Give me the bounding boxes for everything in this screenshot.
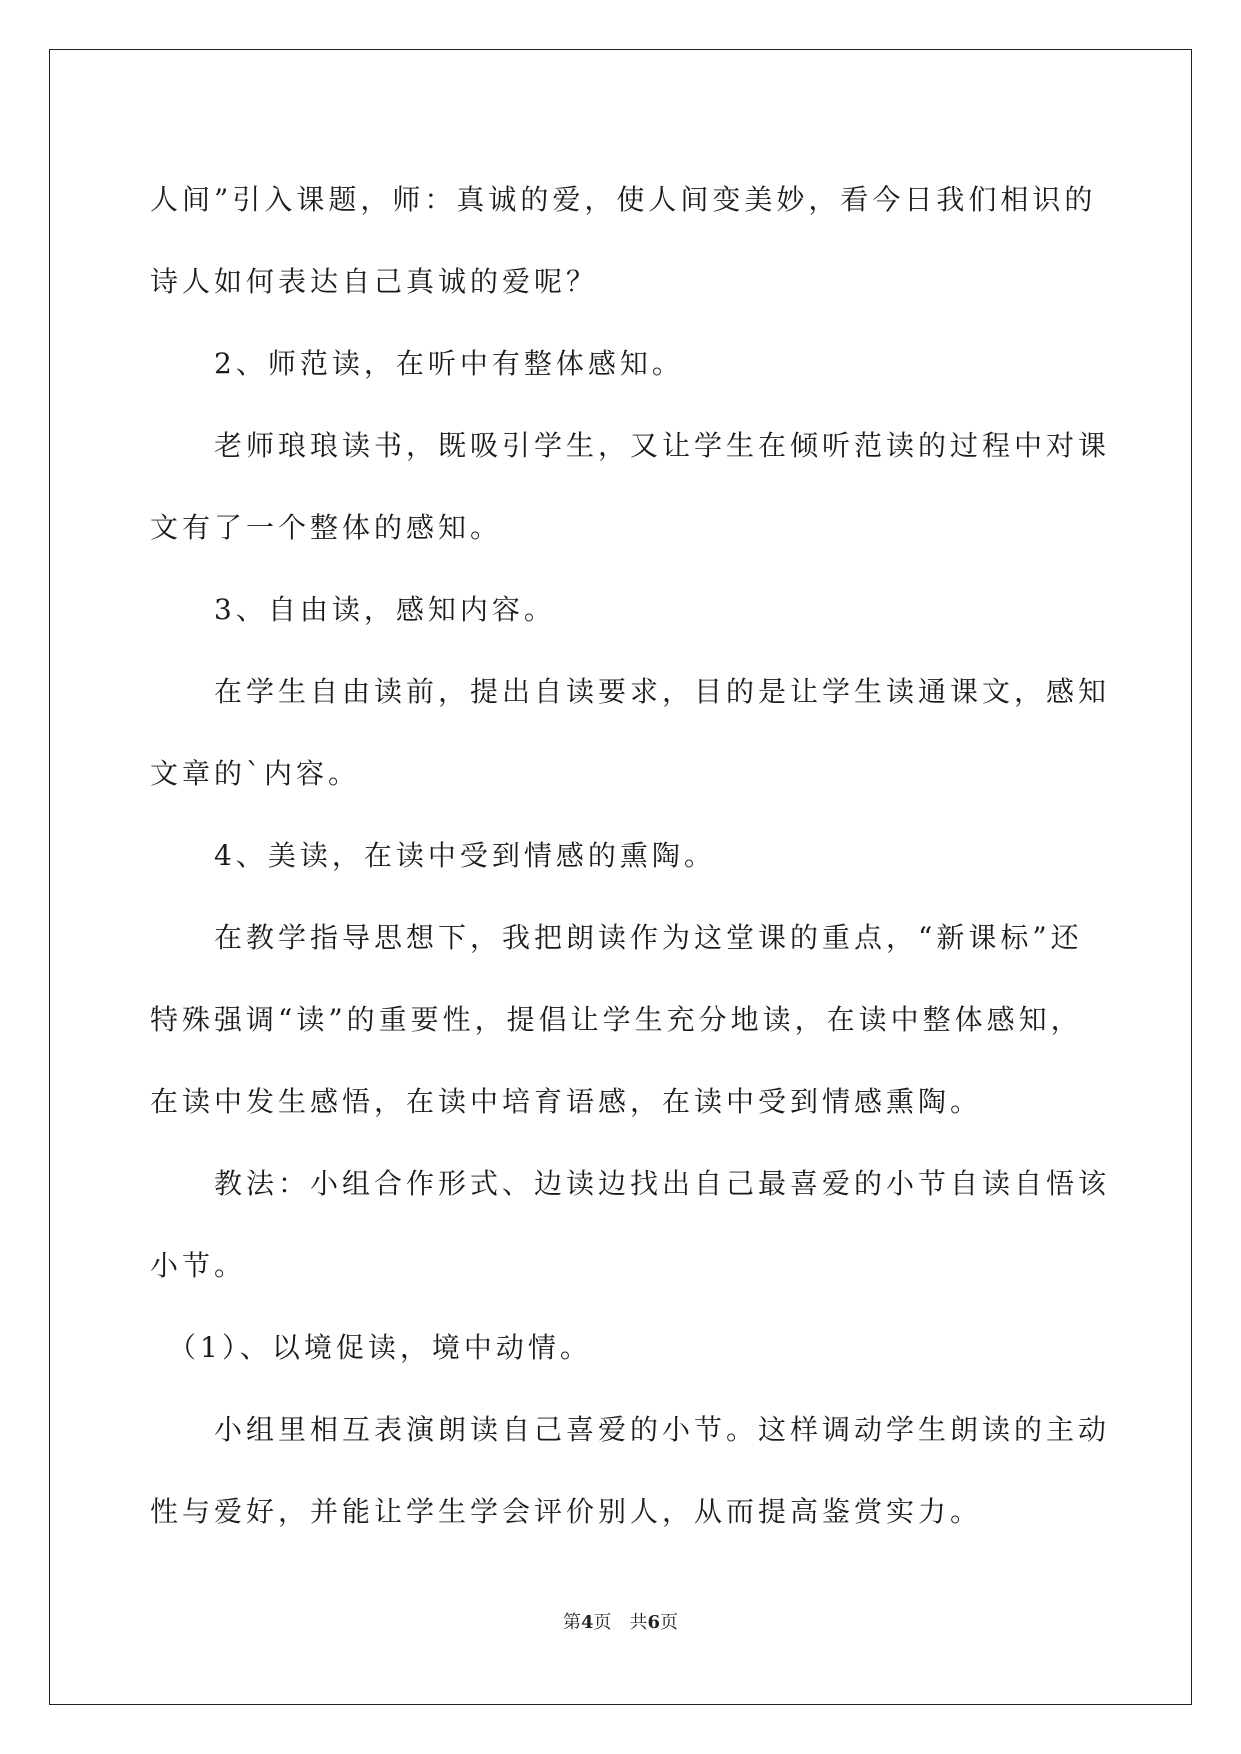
footer-middle: 页 共 bbox=[593, 1612, 648, 1633]
text-line: 文有了一个整体的感知。 bbox=[150, 511, 503, 544]
current-page-number: 4 bbox=[580, 1612, 594, 1633]
text-line: 4、美读，在读中受到情感的熏陶。 bbox=[150, 839, 716, 872]
text-line: 2、师范读，在听中有整体感知。 bbox=[150, 347, 684, 380]
text-line: 人间”引入课题，师：真诚的爱，使人间变美妙，看今日我们相识的 bbox=[150, 183, 1097, 216]
text-line: 特殊强调“读”的重要性，提倡让学生充分地读，在读中整体感知， bbox=[150, 1003, 1083, 1036]
text-line: 小组里相互表演朗读自己喜爱的小节。这样调动学生朗读的主动 bbox=[150, 1413, 1111, 1446]
text-line: 教法：小组合作形式、边读边找出自己最喜爱的小节自读自悟该 bbox=[150, 1167, 1111, 1200]
text-line: 小节。 bbox=[150, 1249, 247, 1282]
text-line: 文章的`内容。 bbox=[150, 757, 361, 790]
text-line: 性与爱好，并能让学生学会评价别人，从而提高鉴赏实力。 bbox=[150, 1495, 983, 1528]
page-footer bbox=[0, 1608, 1241, 1634]
total-pages-number: 6 bbox=[647, 1612, 661, 1633]
text-line: 诗人如何表达自己真诚的爱呢？ bbox=[150, 265, 599, 298]
document-body bbox=[150, 159, 1111, 1553]
text-line: 老师琅琅读书，既吸引学生，又让学生在倾听范读的过程中对课 bbox=[150, 429, 1111, 462]
text-line: 3、自由读，感知内容。 bbox=[150, 593, 556, 626]
text-line: 在教学指导思想下，我把朗读作为这堂课的重点，“新课标”还 bbox=[150, 921, 1083, 954]
text-line: 在学生自由读前，提出自读要求，目的是让学生读通课文，感知 bbox=[150, 675, 1111, 708]
text-line: 在读中发生感悟，在读中培育语感，在读中受到情感熏陶。 bbox=[150, 1085, 983, 1118]
footer-prefix: 第 bbox=[562, 1612, 581, 1633]
text-line: （1）、以境促读，境中动情。 bbox=[150, 1331, 592, 1364]
footer-suffix: 页 bbox=[660, 1612, 679, 1633]
